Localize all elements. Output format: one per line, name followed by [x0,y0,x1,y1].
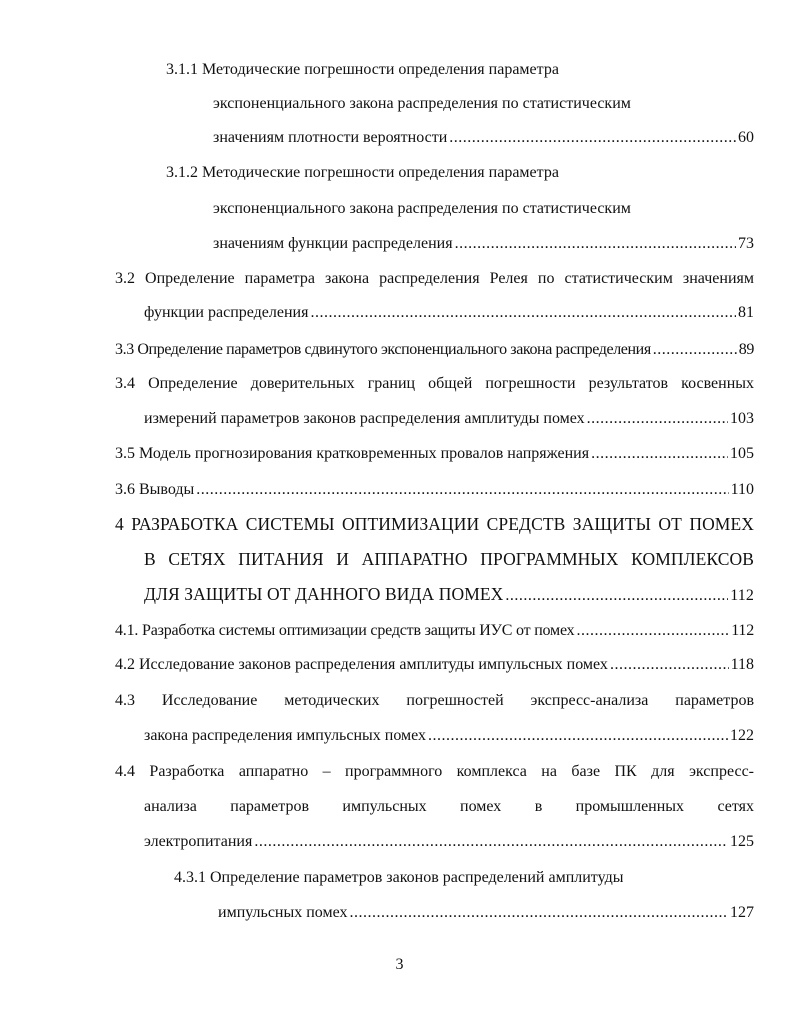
toc-entry-3-1-2-line-2: экспоненциального закона распределения по статистическим [213,200,631,217]
dot-leader [254,829,728,855]
toc-entry-4-3-1-line-1: 4.3.1 Определение параметров законов распределений амплитуды [174,869,624,886]
toc-chapter-4-line-2: В СЕТЯХ ПИТАНИЯ И АППАРАТНО ПРОГРАММНЫХ КОМПЛЕКСОВ [144,549,754,569]
toc-page-number: 105 [730,445,754,462]
toc-chapter-4-line-1: 4 РАЗРАБОТКА СИСТЕМЫ ОПТИМИЗАЦИИ СРЕДСТВ ЗАЩИТЫ ОТ ПОМЕХ [115,514,754,534]
dot-leader [455,231,736,257]
dot-leader [591,441,728,467]
toc-entry-text: 3.5 Модель прогнозирования кратковременных провалов напряжения [115,445,590,462]
toc-entry-text: 3.6 Выводы [115,481,195,498]
toc-entry-3-4-line-2 [144,406,754,432]
toc-page-number: 89 [738,341,754,358]
toc-entry-4-4-line-2: анализа параметров импульсных помех в промышленных сетях [144,798,754,815]
dot-leader [587,406,728,432]
toc-entry-3-6 [115,477,754,503]
dot-leader [196,477,728,503]
toc-entry-text: 4.1. Разработка системы оптимизации средств защиты ИУС от помех [115,622,575,639]
toc-entry-4-1 [115,618,754,644]
toc-entry-3-1-2-line-3 [213,231,754,257]
toc-entry-text: 4.2 Исследование законов распределения амплитуды импульсных помех [115,656,608,673]
toc-entry-4-4-line-3 [144,829,754,855]
toc-entry-3-1-1-line-2: экспоненциального закона распределения по статистическим [213,95,631,112]
toc-chapter-4-line-3 [144,581,754,607]
toc-entry-4-3-line-1: 4.3 Исследование методических погрешностей экспресс-анализа параметров [115,692,754,709]
toc-entry-text: 3.3 Определение параметров сдвинутого экспоненциального закона распределения [115,341,651,358]
toc-entry-text: функции распределения [144,304,309,321]
toc-page-number: 118 [730,656,754,673]
toc-entry-3-1-2-line-1: 3.1.2 Методические погрешности определения параметра [166,164,559,181]
toc-page-number: 127 [730,904,754,921]
toc-entry-3-1-1-line-3 [213,125,754,151]
toc-entry-text: значениям функции распределения [213,235,453,252]
page-number: 3 [395,956,404,973]
dot-leader [310,300,736,326]
toc-entry-3-3 [115,337,754,363]
toc-entry-3-5 [115,441,754,467]
toc-entry-4-2 [115,652,754,678]
toc-page-number: 112 [731,622,754,639]
toc-page-number: 110 [730,481,754,498]
toc-entry-text: импульсных помех [218,904,348,921]
toc-entry-3-4-line-1: 3.4 Определение доверительных границ общей погрешности результатов косвенных [115,375,754,392]
toc-entry-3-2-line-2 [144,300,754,326]
dot-leader [449,125,736,151]
dot-leader [350,900,728,926]
toc-page-number: 112 [730,587,754,604]
toc-entry-4-3-1-line-2 [218,900,754,926]
toc-page-number: 73 [738,235,754,252]
toc-page-number: 122 [730,727,754,744]
toc-entry-text: измерений параметров законов распределения амплитуды помех [144,410,585,427]
toc-entry-text: закона распределения импульсных помех [144,727,427,744]
toc-entry-3-2-line-1: 3.2 Определение параметра закона распределения Релея по статистическим значениям [115,270,754,287]
dot-leader [610,652,729,678]
toc-page-number: 125 [730,833,754,850]
toc-entry-text: значениям плотности вероятности [213,129,448,146]
toc-page-number: 103 [730,410,754,427]
dot-leader [653,337,737,363]
toc-entry-4-3-line-2 [144,723,754,749]
toc-entry-text: электропитания [144,833,253,850]
dot-leader [505,583,728,607]
toc-entry-4-4-line-1: 4.4 Разработка аппаратно – программного комплекса на базе ПК для экспресс- [115,763,754,780]
dot-leader [428,723,728,749]
dot-leader [576,618,729,644]
toc-page-number: 60 [738,129,754,146]
toc-entry-text: ДЛЯ ЗАЩИТЫ ОТ ДАННОГО ВИДА ПОМЕХ [144,584,504,604]
toc-page-number: 81 [738,304,754,321]
toc-entry-3-1-1-line-1: 3.1.1 Методические погрешности определения параметра [166,61,559,78]
